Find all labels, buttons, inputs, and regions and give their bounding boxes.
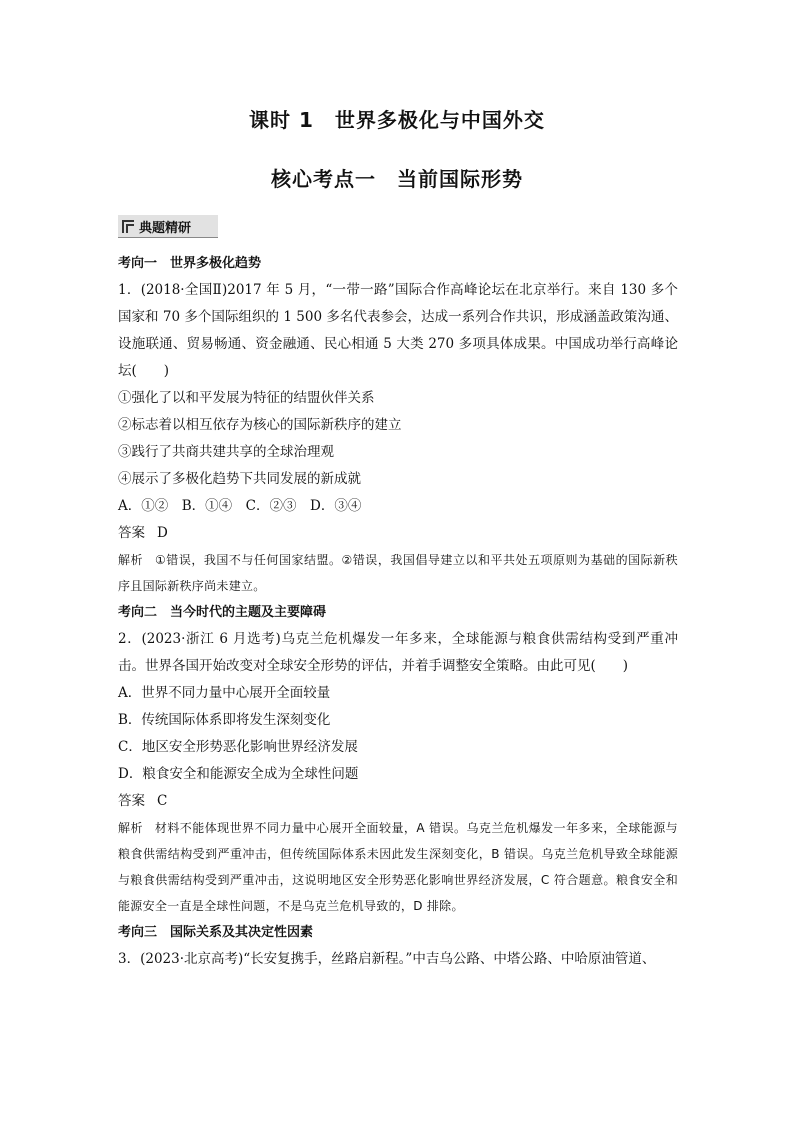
page-subtitle: 核心考点一 当前国际形势	[271, 167, 523, 191]
content-body	[118, 250, 678, 973]
q2-analysis-label: 解析	[118, 821, 143, 835]
q1-heading: 考向一 世界多极化趋势	[118, 256, 262, 271]
q1-choices: A．①② B．①④ C．②③ D．③④	[118, 498, 362, 514]
q2-answer	[118, 788, 678, 815]
q2-option: A．世界不同力量中心展开全面较量	[118, 685, 331, 701]
q1-option: ①强化了以和平发展为特征的结盟伙伴关系	[118, 390, 375, 406]
q1-analysis	[118, 547, 678, 599]
q1-option: ②标志着以相互依存为核心的国际新秩序的建立	[118, 417, 402, 433]
section-marker-icon	[122, 220, 134, 233]
q1-stem: 1．(2018·全国Ⅱ)2017 年 5 月，“一带一路”国际合作高峰论坛在北京举行。来自 130 多个国家和 70 多个国际组织的 1 500 多名代表参会，达成一系列合作共识，形成涵盖政策沟通、设施联通、贸易畅通、资金融通、民心相通 5 大类 270 多项具体成果。中国成功举行高峰论坛( )	[118, 282, 678, 379]
q2-answer-value: C	[157, 793, 168, 809]
q1-option: ④展示了多极化趋势下共同发展的新成就	[118, 471, 361, 487]
q1-analysis-label: 解析	[118, 553, 144, 567]
q3-heading: 考向三 国际关系及其决定性因素	[118, 925, 314, 940]
q2-stem: 2．(2023·浙江 6 月选考)乌克兰危机爆发一年多来，全球能源与粮食供需结构受到严重冲击。世界各国开始改变对全球安全形势的评估，并着手调整安全策略。由此可见( )	[118, 631, 678, 674]
q2-option: B．传统国际体系即将发生深刻变化	[118, 712, 331, 728]
page-title: 课时 1 世界多极化与中国外交	[249, 108, 545, 132]
q1-answer-value: D	[157, 525, 168, 541]
q1-analysis-text: ①错误，我国不与任何国家结盟。②错误，我国倡导建立以和平共处五项原则为基础的国际新秩序且国际新秩序尚未建立。	[118, 553, 678, 593]
q1-answer-label: 答案	[118, 525, 145, 541]
q2-option: D．粮食安全和能源安全成为全球性问题	[118, 766, 359, 782]
q1-option: ③践行了共商共建共享的全球治理观	[118, 444, 334, 460]
q2-analysis	[118, 815, 678, 919]
q2-analysis-text: 材料不能体现世界不同力量中心展开全面较量，A 错误。乌克兰危机爆发一年多来，全球能源与粮食供需结构受到严重冲击，但传统国际体系未因此发生深刻变化，B 错误。乌克兰危机导致全球能源与粮食供需结构受到严重冲击，这说明地区安全形势恶化影响世界经济发展，C 符合题意。粮食安全和能源安全一直是全球性问题，不是乌克兰危机导致的，D 排除。	[118, 821, 678, 913]
section-tag	[118, 215, 218, 237]
section-tag-label: 典题精研	[139, 220, 192, 236]
q2-answer-label: 答案	[118, 793, 145, 809]
q2-heading: 考向二 当今时代的主题及主要障碍	[118, 605, 327, 620]
q1-answer	[118, 520, 678, 547]
q2-option: C．地区安全形势恶化影响世界经济发展	[118, 739, 358, 755]
section-divider	[118, 237, 218, 238]
q3-stem: 3．(2023·北京高考)“长安复携手，丝路启新程。”中吉乌公路、中塔公路、中哈原油管道、	[118, 951, 656, 967]
